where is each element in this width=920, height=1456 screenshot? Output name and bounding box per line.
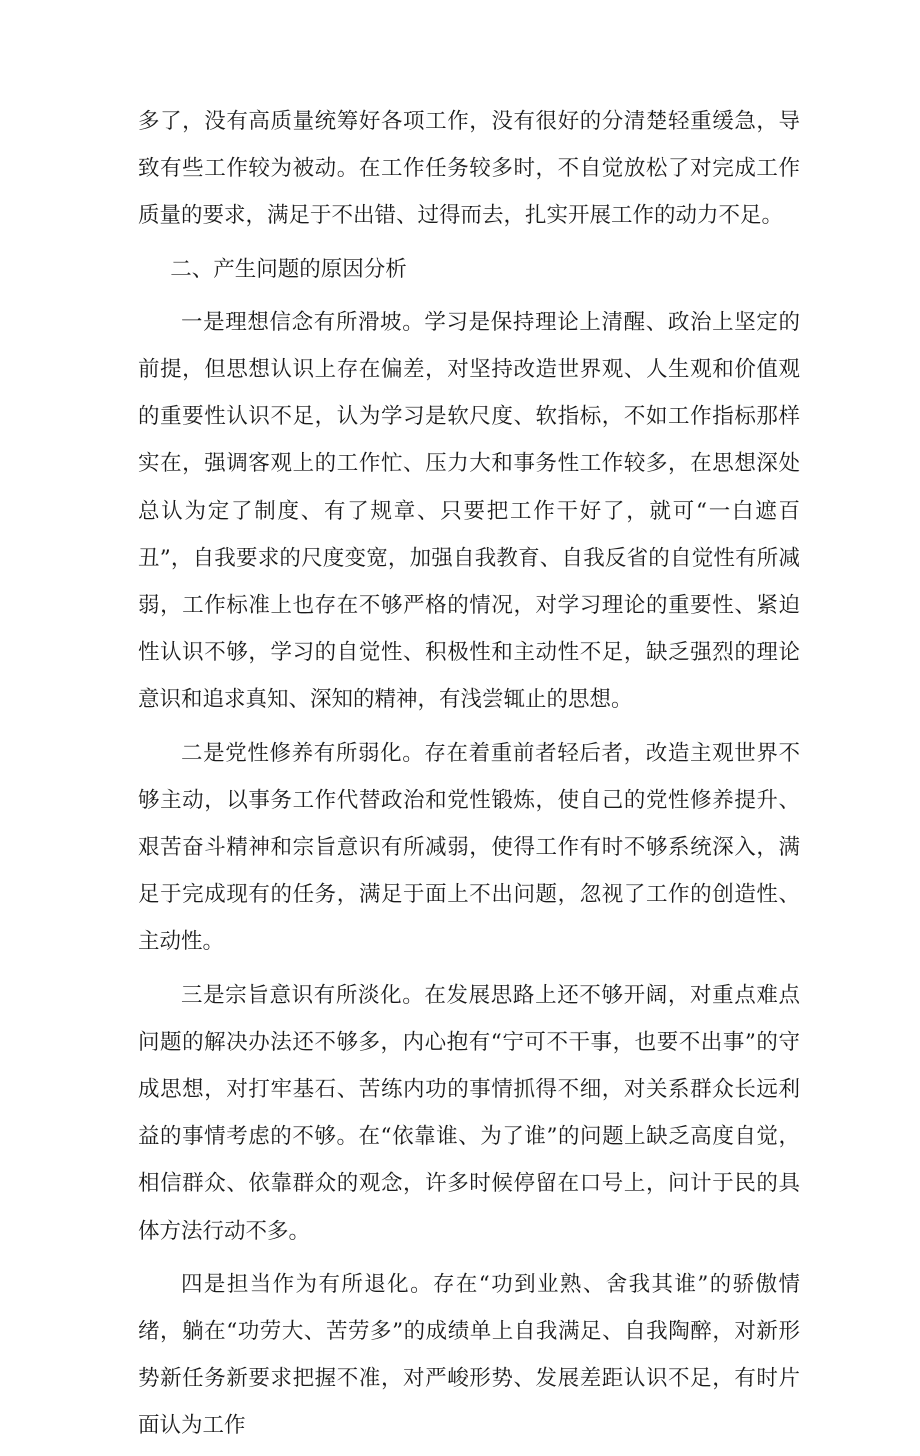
body-paragraph-4: 四是担当作为有所退化。存在“功到业熟、舍我其谁”的骄傲情绪，躺在“功劳大、苦劳多”的成绩单上自我满足、自我陶醉，对新形势新任务新要求把握不准，对严峻形势、发展差距认识不足，有时片面认为工作 <box>138 1271 800 1439</box>
document-body <box>138 98 800 1456</box>
body-paragraph-3: 三是宗旨意识有所淡化。在发展思路上还不够开阔，对重点难点问题的解决办法还不够多，内心抱有“宁可不干事，也要不出事”的守成思想，对打牢基石、苦练内功的事情抓得不细，对关系群众长远利益的事情考虑的不够。在“依靠谁、为了谁”的问题上缺乏高度自觉，相信群众、依靠群众的观念，许多时候停留在口号上，问计于民的具体方法行动不多。 <box>138 982 800 1244</box>
body-paragraph-2: 二是党性修养有所弱化。存在着重前者轻后者，改造主观世界不够主动，以事务工作代替政治和党性锻炼，使自己的党性修养提升、艰苦奋斗精神和宗旨意识有所减弱，使得工作有时不够系统深入，满足于完成现有的任务，满足于面上不出问题，忽视了工作的创造性、主动性。 <box>138 740 800 955</box>
section-heading: 二、产生问题的原因分析 <box>170 256 407 282</box>
body-paragraph-1: 一是理想信念有所滑坡。学习是保持理论上清醒、政治上坚定的前提，但思想认识上存在偏差，对坚持改造世界观、人生观和价值观的重要性认识不足，认为学习是软尺度、软指标，不如工作指标那样实在，强调客观上的工作忙、压力大和事务性工作较多，在思想深处总认为定了制度、有了规章、只要把工作干好了，就可“一白遮百丑”，自我要求的尺度变宽，加强自我教育、自我反省的自觉性有所减弱，工作标准上也存在不够严格的情况，对学习理论的重要性、紧迫性认识不够，学习的自觉性、积极性和主动性不足，缺乏强烈的理论意识和追求真知、深知的精神，有浅尝辄止的思想。 <box>138 309 800 713</box>
continuation-paragraph: 多了，没有高质量统筹好各项工作，没有很好的分清楚轻重缓急，导致有些工作较为被动。在工作任务较多时，不自觉放松了对完成工作质量的要求，满足于不出错、过得而去，扎实开展工作的动力不足。 <box>138 109 800 229</box>
